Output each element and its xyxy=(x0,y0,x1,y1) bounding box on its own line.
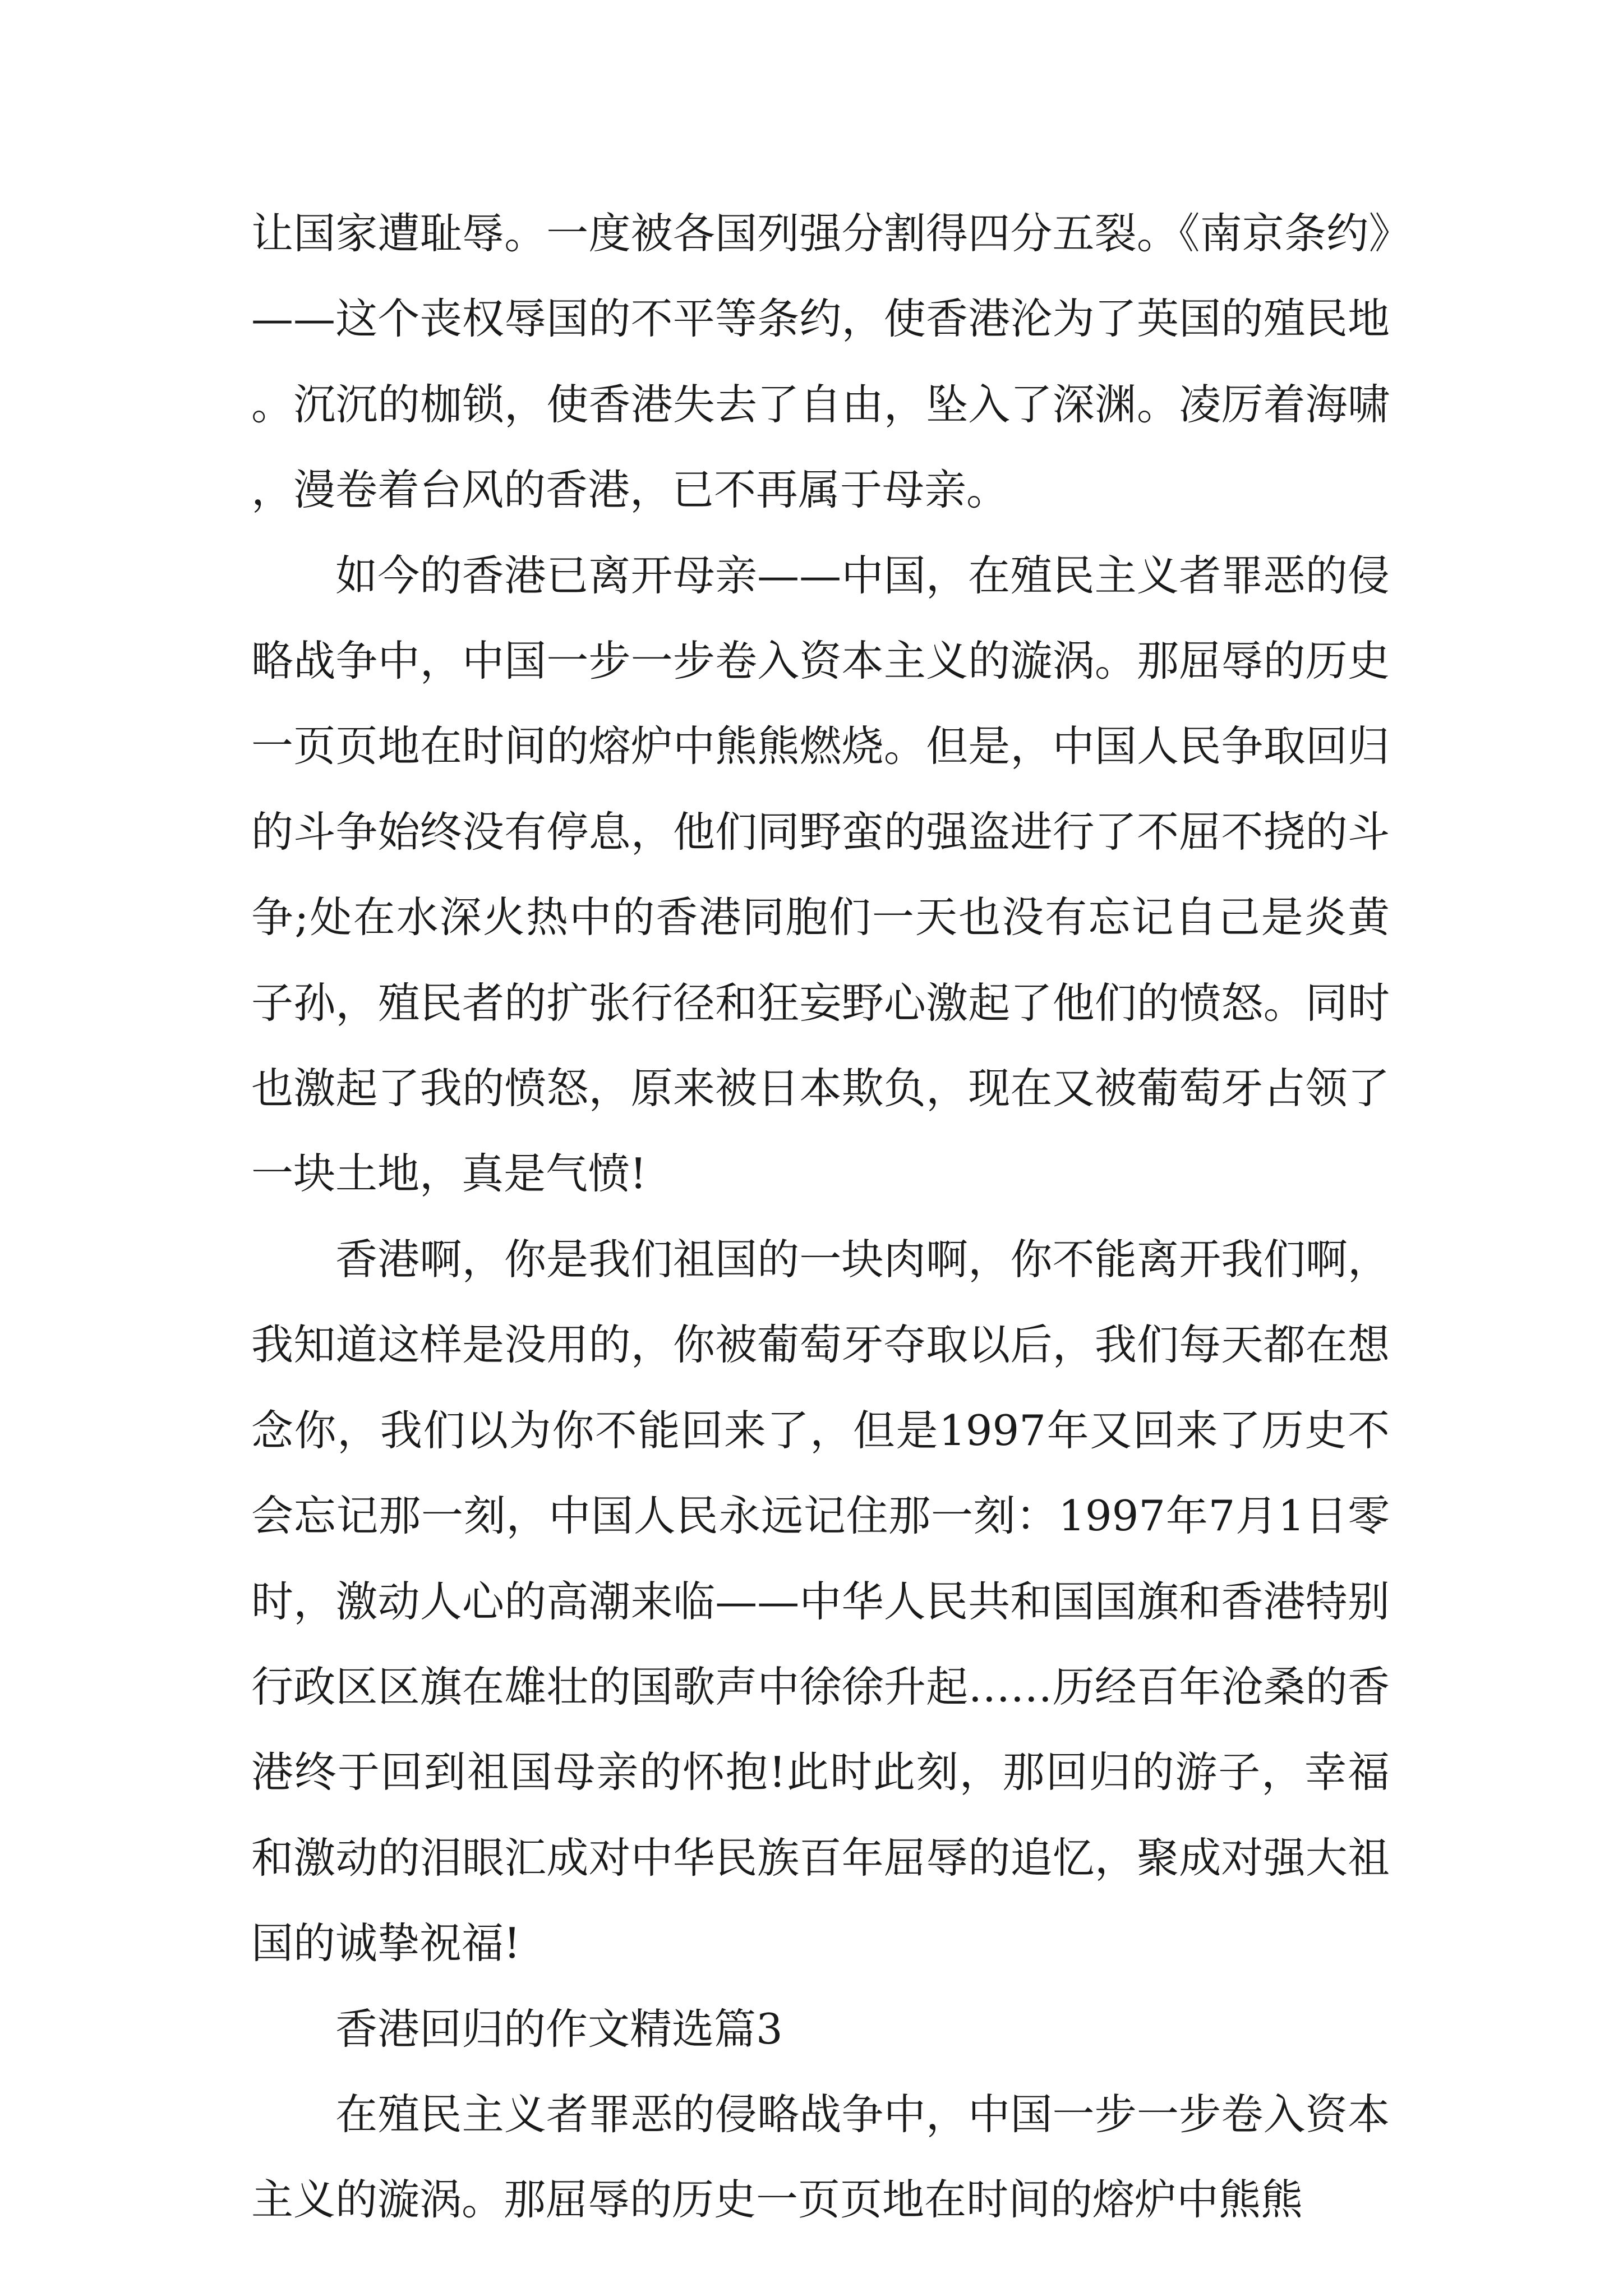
paragraph-3: 香港啊，你是我们祖国的一块肉啊，你不能离开我们啊，我知道这样是没用的，你被葡萄牙夺取以后，我们每天都在想念你，我们以为你不能回来了，但是1997年又回来了历史不会忘记那一刻，中国人民永远记住那一刻：1997年7月1日零时，激动人心的高潮来临——中华人民共和国国旗和香港特别行政区区旗在雄壮的国歌声中徐徐升起……历经百年沧桑的香港终于回到祖国母亲的怀抱!此时此刻，那回归的游子，幸福和激动的泪眼汇成对中华民族百年屈辱的追忆，聚成对强大祖国的诚挚祝福! xyxy=(251,1234,1390,1968)
paragraph-1: 让国家遭耻辱。一度被各国列强分割得四分五裂。《南京条约》——这个丧权辱国的不平等条约，使香港沦为了英国的殖民地。沉沉的枷锁，使香港失去了自由，坠入了深渊。凌厉着海啸，漫卷着台风的香港，已不再属于母亲。 xyxy=(251,209,1390,515)
document-body xyxy=(251,191,1390,2243)
section-heading: 香港回归的作文精选篇3 xyxy=(335,2004,783,2054)
paragraph-2: 如今的香港已离开母亲——中国，在殖民主义者罪恶的侵略战争中，中国一步一步卷入资本主义的漩涡。那屈辱的历史一页页地在时间的熔炉中熊熊燃烧。但是，中国人民争取回归的斗争始终没有停息，他们同野蛮的强盗进行了不屈不挠的斗争;处在水深火热中的香港同胞们一天也没有忘记自己是炎黄子孙，殖民者的扩张行径和狂妄野心激起了他们的愤怒。同时也激起了我的愤怒，原来被日本欺负，现在又被葡萄牙占领了一块土地，真是气愤! xyxy=(251,550,1390,1199)
paragraph-4: 在殖民主义者罪恶的侵略战争中，中国一步一步卷入资本主义的漩涡。那屈辱的历史一页页地在时间的熔炉中熊熊 xyxy=(251,2089,1390,2225)
